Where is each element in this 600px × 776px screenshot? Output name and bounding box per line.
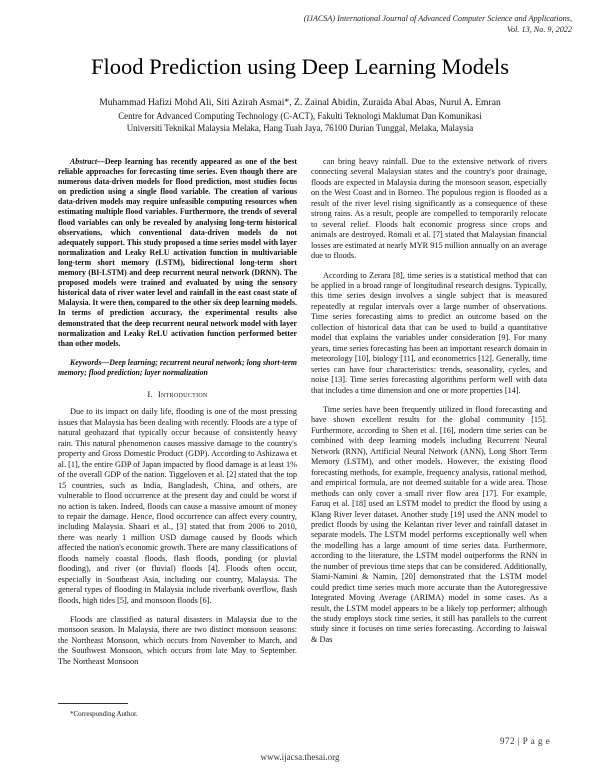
section-heading-introduction [58, 389, 297, 399]
author-list: Muhammad Hafizi Mohd Ali, Siti Azirah Asmai*, Z. Zainal Abidin, Zuraida Abal Abas, Nurul A. Emran [99, 97, 501, 108]
journal-name: (IJACSA) International Journal of Advanced Computer Science and Applications, [303, 14, 572, 23]
paragraph: Due to its impact on daily life, flooding is one of the most pressing issues that Malaysia has been dealing with recently. Floods are a type of natural geohazard that typically occur because of consistently heavy rain. This natural phenomenon causes massive damage to the country's property and Gross Domestic Product (GDP). According to Ashizawa et al. [1], the entire GDP of Japan impacted by flood damage is at least 1% of the overall GDP of the nation. Tiggeloven et al. [2] stated that the top 15 countries, such as India, Bangladesh, China, and others, are vulnerable to flood occurrence at the present day and could be worst if no action is taken. Indeed, floods can cause a massive amount of money to repair the damage. Hence, flood occurrence can affect every country, including Malaysia. Shaari et al., [3] stated that from 2006 to 2010, there was nearly 1 million USD damage caused by floods which affected the nation's economic growth. There are many classifications of floods namely coastal floods, flash floods, ponding (or pluvial flooding), and river (or fluvial) floods [4]. Floods often occur, especially in Southeast Asia, including our country, Malaysia. The general types of flooding in Malaysia include riverbank overflow, flash floods, high tides [5], and monsoon floods [6]. [58, 407, 297, 605]
footnote: *Corresponding Author. [70, 710, 138, 718]
section-title: Introduction [157, 388, 208, 399]
keywords: Keywords—Deep learning; recurrent neural network; long short-term memory; flood prediction; layer normalization [58, 357, 297, 377]
affiliation-line-1: Centre for Advanced Computing Technology (C-ACT), Fakulti Teknologi Maklumat Dan Komunikasi [118, 111, 482, 121]
journal-url: www.ijacsa.thesai.org [260, 752, 340, 762]
paragraph: can bring heavy rainfall. Due to the extensive network of rivers connecting several Malaysian states and the country's poor drainage, floods are expected in Malaysia during the monsoon season, especially on the West Coast and in Borneo. The populous region is flooded as a result of the river level rising significantly as a consequence of these strong rains. As a result, people are compelled to temporarily relocate to several relief. Floods halt economic progress since crops and animals are destroyed. Romali et al. [7] stated that Malaysian financial losses are estimated at nearly MYR 915 million annually on an average due to floods. [311, 157, 547, 261]
paragraph: According to Zerara [8], time series is a statistical method that can be applied in a broad range of longitudinal research designs. Typically, this time series design involves a single subject that is measured repeatedly at regular intervals over a large number of observations. Time series forecasting aims to predict an outcome based on the collection of historical data that can be used to build a quantitative model that explains the variables under consideration [9]. For many years, time series forecasting has been an important research domain in meteorology [10], biology [11], and econometrics [12]. Generally, time series can have four characteristics: trends, seasonality, cycles, and noise [13]. Time series forecasting algorithms perform well with data that includes a time dimension and one or more properties [14]. [311, 270, 547, 395]
footnote-divider [58, 703, 128, 704]
page-number: 972 | P a g e [500, 736, 551, 746]
journal-header [252, 13, 572, 35]
left-column [58, 157, 297, 667]
affiliation [0, 111, 600, 134]
paragraph: Floods are classified as natural disasters in Malaysia due to the monsoon season. In Malaysia, there are two distinct monsoon seasons: the Northeast Monsoon, which occurs from November to March, and the Southwest Monsoon, which occurs from late May to September. The Northeast Monsoon [58, 615, 297, 666]
abstract [58, 157, 297, 349]
abstract-text: —Deep learning has recently appeared as one of the best reliable approaches for forecasting time series. Even though there are numerous data-driven models for flood prediction, most studies focus on prediction using a single flood variable. The creation of various data-driven models may require unfeasible computing resources when estimating multiple flood variables. Furthermore, the trends of several flood variables can only be revealed by analysing long-term historical observations, which conventional data-driven models do not adequately support. This study proposed a time series model with layer normalization and Leaky ReLU activation function in multivariable long-term short memory (LSTM), bidirectional long-term short memory (BI-LSTM) and deep recurrent neural network (DRNN). The proposed models were trained and evaluated by using the sensory historical data of river water level and rainfall in the east coast state of Malaysia. It were then, compared to the other six deep learning models. In terms of prediction accuracy, the experimental results also demonstrated that the deep recurrent neural network model with layer normalization and Leaky ReLU activation function performed better than other models. [58, 157, 297, 348]
section-number: I. [147, 388, 153, 399]
right-column [311, 157, 547, 645]
journal-volume: Vol. 13, No. 9, 2022 [506, 25, 572, 34]
paper-title: Flood Prediction using Deep Learning Models [90, 54, 510, 79]
paragraph: Time series have been frequently utilized in flood forecasting and have shown excellent results for the global community [15]. Furthermore, according to Shen et al. [16], modern time series can be combined with deep learning models including Recurrent Neural Network (RNN), Artificial Neural Network (ANN), Long Short Term Memory (LSTM), and other models. However, the existing flood forecasting methods, for example, frequency analysis, rational method, and empirical formula, are not deemed suitable for a wide area. Those methods can only cover a small river flow area [17]. For example, Faruq et al. [18] used an LSTM model to predict the flood by using a Klang River lever dataset. Another study [19] used the ANN model to predict floods by using the Kelantan river lever and rainfall dataset in separate models. The LSTM model performs exceptionally well when the modelling has a large amount of time series data. Furthermore, according to the literature, the LSTM model outperforms the RNN in the number of previous time steps that can be considered. Additionally, Siami-Namini & Namin, [20] demonstrated that the LSTM model could predict time series much more accurate than the Autoregressive Integrated Moving Average (ARIMA) model in some cases. As a result, the LSTM model appears to be a likely top performer; although the study employs stock time series, it still has parallels to the current study since it focuses on time series forecasting. According to Jaiswal & Das [311, 404, 547, 644]
abstract-lead: Abstract [70, 157, 98, 166]
affiliation-line-2: Universiti Teknikal Malaysia Melaka, Hang Tuah Jaya, 76100 Durian Tunggal, Melaka, Malaysia [126, 122, 474, 133]
